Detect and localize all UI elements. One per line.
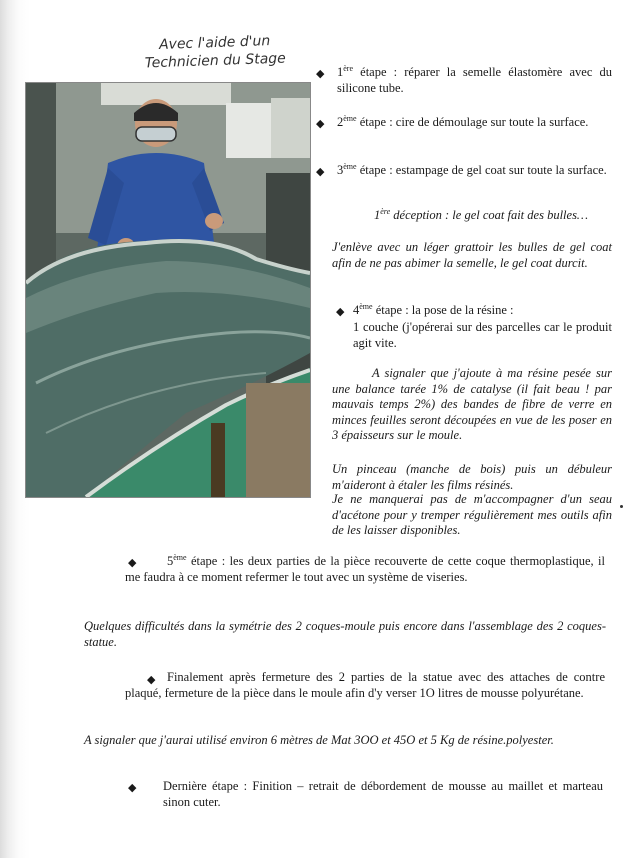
deception-1-detail: J'enlève avec un léger grattoir les bulles de gel coat afin de ne pas abimer la semelle, le gel coat durcit. bbox=[332, 240, 612, 270]
final-step: Finalement après fermeture des 2 parties de la statue avec des attaches de contre plaqué, fermeture de la pièce dans le moule afin d'y verser 1O litres de mousse polyurétane. bbox=[125, 670, 605, 700]
workshop-photo-illustration bbox=[26, 83, 310, 497]
step-4-sup: ème bbox=[359, 301, 373, 311]
final-bullet: ◆ bbox=[147, 674, 156, 686]
step-4-bullet: ◆ bbox=[336, 306, 345, 318]
deception-1-text: déception : le gel coat fait des bulles… bbox=[393, 208, 589, 222]
step-5-bullet: ◆ bbox=[128, 557, 137, 569]
step-1-bullet: ◆ bbox=[316, 68, 325, 80]
last-bullet: ◆ bbox=[128, 782, 137, 794]
step-1-sup: ère bbox=[343, 63, 354, 73]
step-3-text: étape : estampage de gel coat sur toute la surface. bbox=[359, 163, 607, 177]
step-4-detail: 1 couche (j'opérerai sur des parcelles car le produit agit vite. bbox=[353, 320, 612, 350]
step-2-sup: ème bbox=[343, 113, 357, 123]
step-5-num: 5 bbox=[167, 554, 174, 568]
step-5-text: étape : les deux parties de la pièce recouverte de cette coque thermoplastique, il me faudra à ce moment refermer le tout avec un système de viseries. bbox=[125, 554, 605, 584]
acetone-note: Je ne manquerai pas de m'accompagner d'un seau d'acétone pour y tremper régulièrement mes outils afin de les laisser disponibles. bbox=[332, 492, 612, 537]
workshop-photo bbox=[25, 82, 311, 498]
step-2-bullet: ◆ bbox=[316, 118, 325, 130]
last-step: Dernière étape : Finition – retrait de débordement de mousse au maillet et marteau sinon cuter. bbox=[163, 779, 603, 809]
step-3-bullet: ◆ bbox=[316, 166, 325, 178]
materials-note: A signaler que j'aurai utilisé environ 6 mètres de Mat 3OO et 45O et 5 Kg de résine.polyester. bbox=[84, 733, 554, 747]
stray-dot bbox=[620, 505, 623, 508]
step-5-sup: ème bbox=[173, 552, 187, 562]
step-1: 1ère étape : réparer la semelle élastomère avec du silicone tube. bbox=[337, 63, 613, 95]
handwritten-line-1: Avec l'aide d'un bbox=[158, 33, 271, 53]
step-5 bbox=[125, 554, 605, 585]
difficulties-note: Quelques difficultés dans la symétrie des 2 coques-moule puis encore dans l'assemblage des 2 coques-statue. bbox=[84, 619, 606, 649]
step-1-text: étape : réparer la semelle élastomère avec du silicone tube. bbox=[337, 65, 613, 95]
step-3: 3ème étape : estampage de gel coat sur toute la surface. bbox=[337, 161, 607, 177]
handwritten-line-2: Technicien du Stage bbox=[144, 50, 287, 72]
signal-catalyst: A signaler que j'ajoute à ma résine pesée sur une balance tarée 1% de catalyse (il fait beau ! par mauvais temps 2%) des bandes de fibre de verre en minces feuilles seront découpées en vue de les poser en 3 épaisseurs sur le moule. bbox=[332, 366, 612, 442]
step-4-num: 4 bbox=[353, 303, 360, 317]
step-3-sup: ème bbox=[343, 161, 357, 171]
deception-1 bbox=[332, 208, 612, 224]
step-2-text: étape : cire de démoulage sur toute la surface. bbox=[359, 115, 589, 129]
step-4 bbox=[353, 303, 612, 319]
deception-1-num: 1 bbox=[374, 208, 381, 222]
deception-1-sup: ère bbox=[380, 206, 391, 216]
handwritten-note bbox=[119, 31, 310, 74]
brush-note: Un pinceau (manche de bois) puis un débuleur m'aideront à étaler les films résinés. bbox=[332, 462, 612, 492]
step-2: 2ème étape : cire de démoulage sur toute la surface. bbox=[337, 113, 589, 129]
step-4-text: étape : la pose de la résine : bbox=[375, 303, 514, 317]
